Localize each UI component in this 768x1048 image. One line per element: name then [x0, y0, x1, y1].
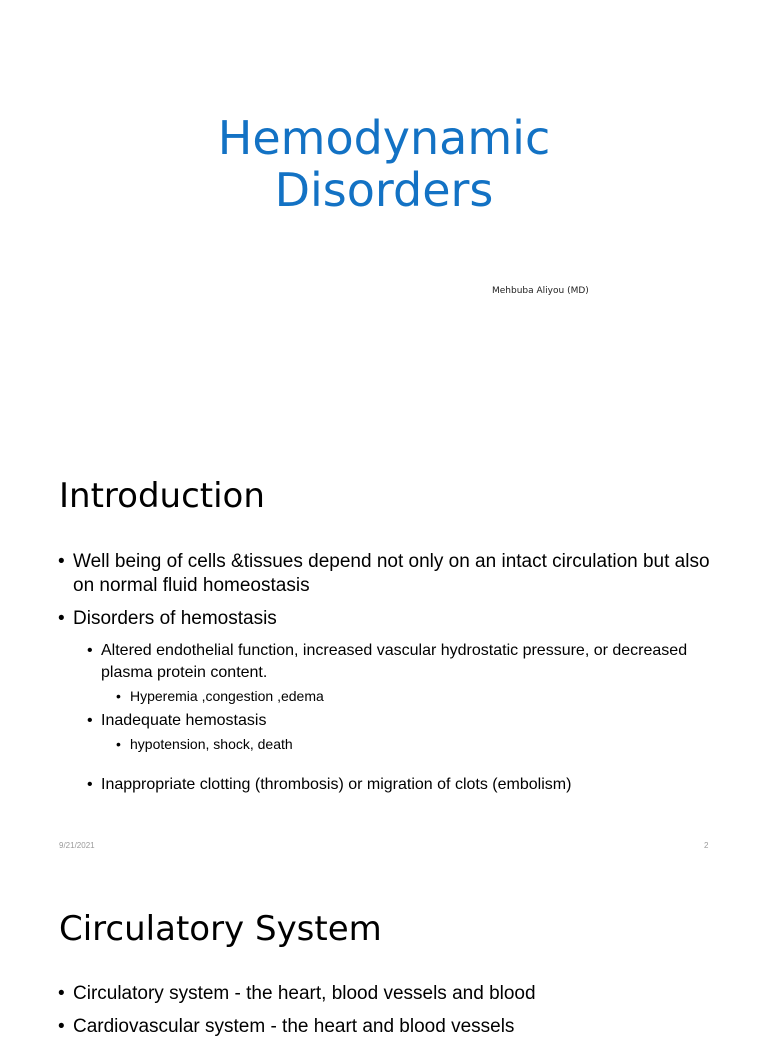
presentation-title [0, 112, 768, 216]
slide-date: 9/21/2021 [59, 841, 95, 850]
slide-heading: Introduction [59, 476, 265, 516]
title-slide [0, 0, 768, 432]
bullet-list [58, 550, 728, 798]
bullet-item: • Circulatory system - the heart, blood vessels and blood [58, 982, 728, 1006]
author-name: Mehbuba Aliyou (MD) [492, 286, 589, 296]
slide-number: 2 [704, 841, 709, 850]
bullet-item: • Disorders of hemostasis [58, 607, 728, 631]
bullet-item: • Well being of cells &tissues depend not only on an intact circulation but also on normal fluid homeostasis [58, 550, 728, 598]
title-line-2: Disorders [274, 163, 494, 217]
sub-bullet-item: • Inadequate hemostasis [58, 710, 728, 732]
bullet-item: • Cardiovascular system - the heart and blood vessels [58, 1015, 728, 1039]
circulatory-system-slide [0, 864, 768, 1037]
introduction-slide [0, 432, 768, 864]
sub-sub-bullet-item: • Hyperemia ,congestion ,edema [58, 686, 728, 706]
slide-heading: Circulatory System [59, 909, 382, 949]
bullet-list [58, 982, 728, 1048]
title-line-1: Hemodynamic [217, 111, 551, 165]
sub-bullet-item: • Inappropriate clotting (thrombosis) or migration of clots (embolism) [58, 774, 728, 796]
sub-bullet-item: • Altered endothelial function, increased vascular hydrostatic pressure, or decreased plasma protein content. [58, 640, 728, 684]
sub-sub-bullet-item: • hypotension, shock, death [58, 734, 728, 754]
